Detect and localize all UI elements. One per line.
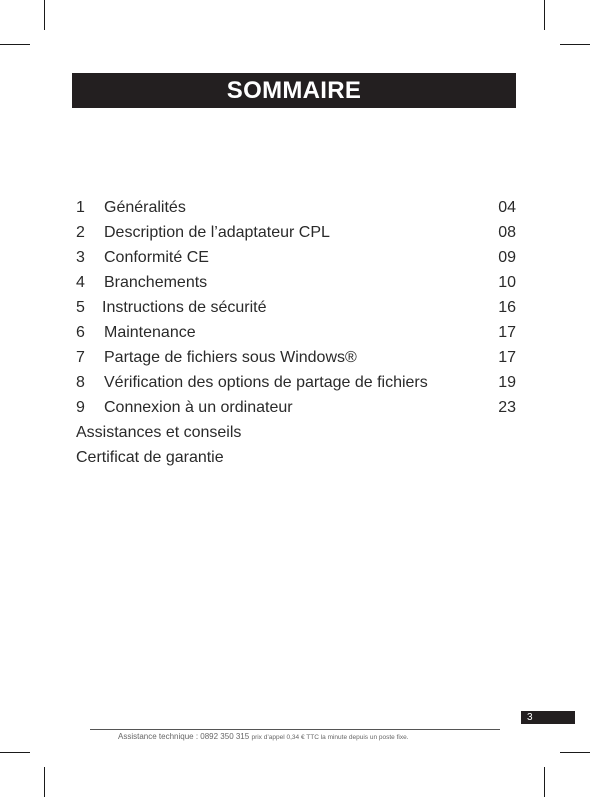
page-number-tab	[521, 711, 575, 724]
toc-entry[interactable]	[76, 272, 516, 297]
support-phone-text: Assistance technique : 0892 350 315	[118, 732, 250, 741]
toc-extra-label: Assistances et conseils	[76, 424, 242, 441]
footer-support-line	[118, 732, 409, 741]
toc-entry-number: 3	[76, 249, 85, 266]
toc-entry[interactable]	[76, 297, 516, 322]
toc-extra-entry[interactable]	[76, 447, 516, 472]
crop-mark-top-left	[44, 0, 45, 30]
toc-entry-number: 6	[76, 324, 85, 341]
toc-entry-label: Vérification des options de partage de fichiers	[104, 374, 428, 391]
page-title: SOMMAIRE	[226, 76, 362, 104]
toc-entry-number: 5	[76, 299, 85, 316]
toc-entry-page: 10	[498, 274, 516, 291]
toc-entry-page: 04	[498, 199, 516, 216]
toc-extra-entry[interactable]	[76, 422, 516, 447]
toc-entry-label: Conformité CE	[104, 249, 209, 266]
crop-mark-bottom-left-h	[0, 752, 30, 753]
toc-entry[interactable]	[76, 372, 516, 397]
crop-mark-top-right	[544, 0, 545, 30]
toc-entry-number: 9	[76, 399, 85, 416]
page-number: 3	[527, 712, 533, 723]
table-of-contents	[76, 197, 516, 472]
toc-entry-page: 17	[498, 349, 516, 366]
title-banner	[72, 73, 516, 108]
toc-entry-label: Connexion à un ordinateur	[104, 399, 293, 416]
toc-entry[interactable]	[76, 197, 516, 222]
toc-extra-label: Certificat de garantie	[76, 449, 224, 466]
toc-entry-label: Description de l’adaptateur CPL	[104, 224, 330, 241]
toc-entry-number: 2	[76, 224, 85, 241]
crop-mark-bottom-right-h	[560, 752, 590, 753]
toc-entry-number: 1	[76, 199, 85, 216]
crop-mark-bottom-right	[544, 767, 545, 797]
support-price-note: prix d’appel 0,34 € TTC la minute depuis un poste fixe.	[251, 734, 409, 741]
toc-entry-page: 16	[498, 299, 516, 316]
toc-entry[interactable]	[76, 397, 516, 422]
toc-entry-page: 19	[498, 374, 516, 391]
toc-entry-number: 7	[76, 349, 85, 366]
toc-entry[interactable]	[76, 247, 516, 272]
footer-divider	[90, 729, 500, 730]
crop-mark-bottom-left	[44, 767, 45, 797]
toc-entry-label: Généralités	[104, 199, 186, 216]
toc-entry[interactable]	[76, 222, 516, 247]
toc-entry-number: 8	[76, 374, 85, 391]
toc-entry[interactable]	[76, 322, 516, 347]
toc-entry[interactable]	[76, 347, 516, 372]
toc-entry-label: Maintenance	[104, 324, 196, 341]
crop-mark-top-left-h	[0, 44, 30, 45]
toc-entry-page: 17	[498, 324, 516, 341]
toc-entry-label: Branchements	[104, 274, 208, 291]
toc-entry-page: 23	[498, 399, 516, 416]
toc-entry-label: Instructions de sécurité	[102, 299, 267, 316]
toc-entry-number: 4	[76, 274, 85, 291]
toc-entry-label: Partage de fichiers sous Windows®	[104, 349, 357, 366]
toc-entry-page: 09	[498, 249, 516, 266]
crop-mark-top-right-h	[560, 44, 590, 45]
toc-entry-page: 08	[498, 224, 516, 241]
